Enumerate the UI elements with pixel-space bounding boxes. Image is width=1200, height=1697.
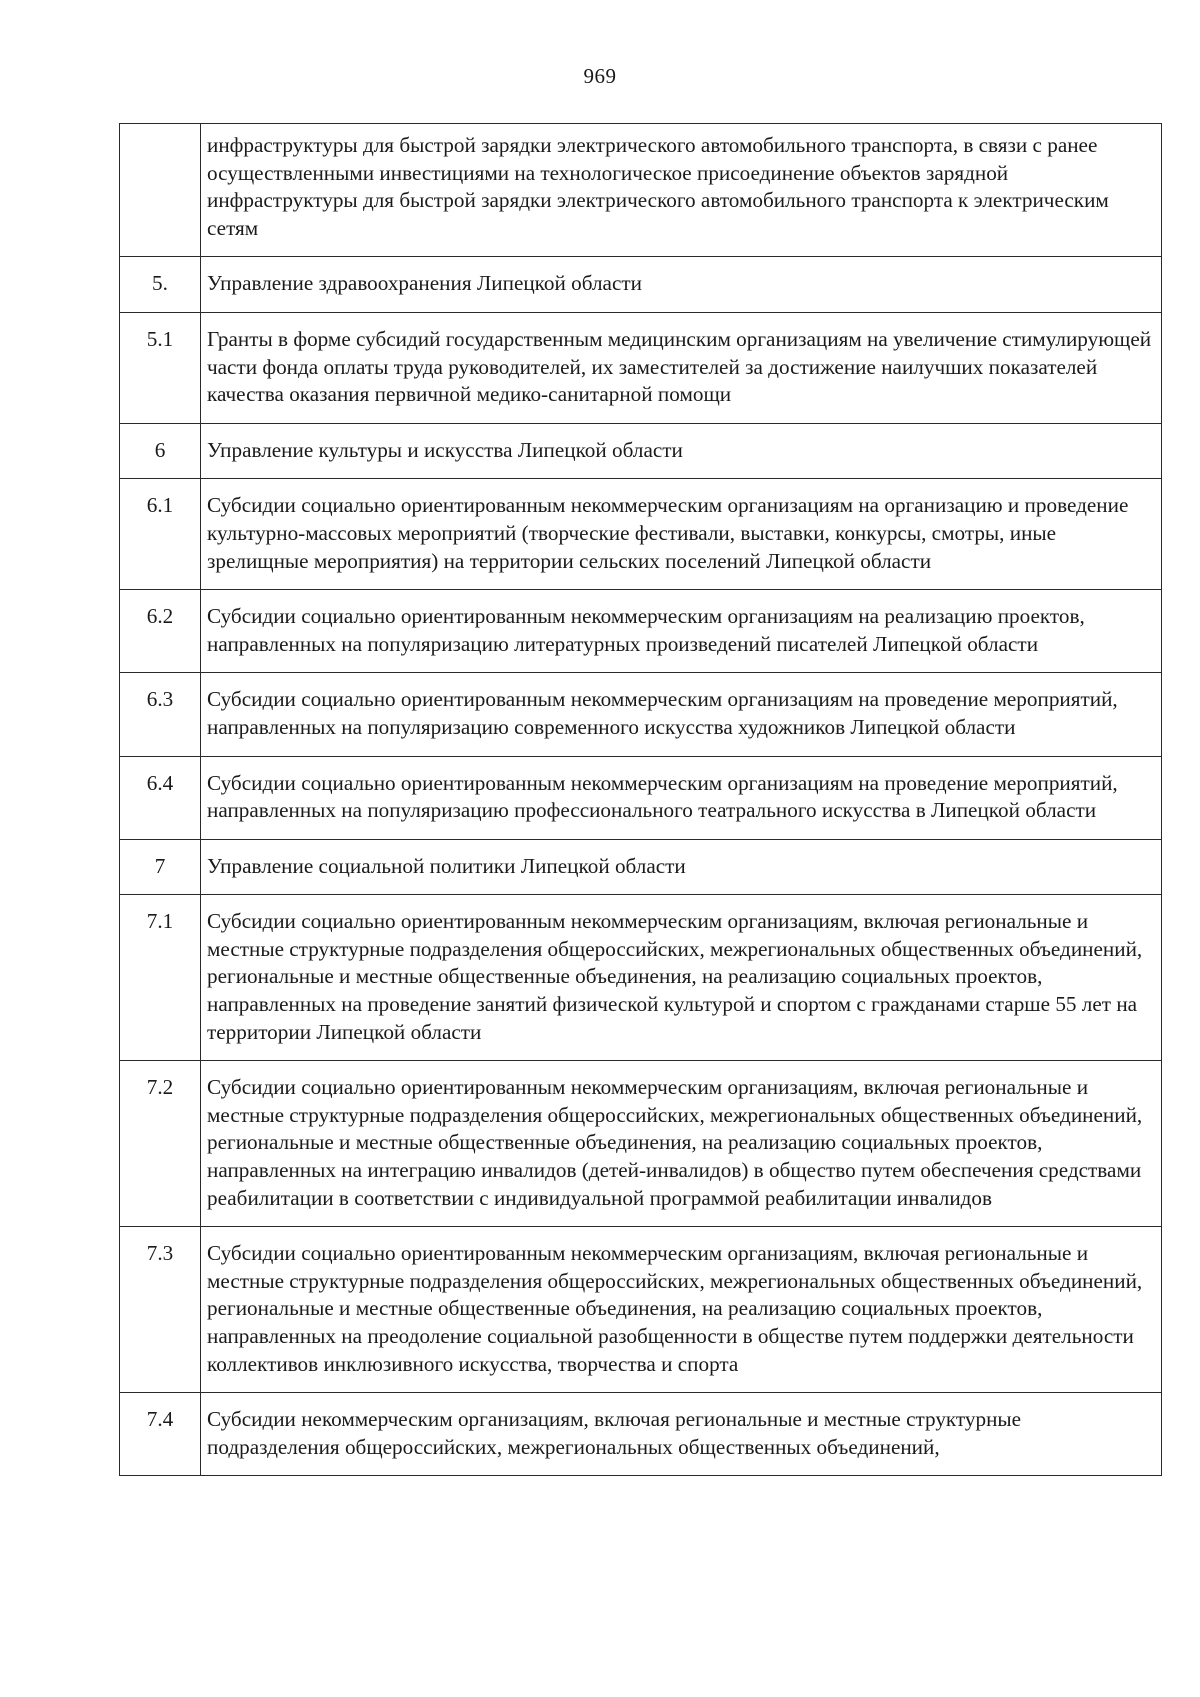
row-text: Субсидии социально ориентированным некоммерческим организациям на проведение мероприятий, направленных на популяризацию современного искусства художников Липецкой области — [201, 673, 1162, 756]
row-number: 7.4 — [120, 1393, 201, 1476]
table-row — [120, 839, 1162, 895]
row-text: Управление культуры и искусства Липецкой области — [201, 423, 1162, 479]
row-text: Управление социальной политики Липецкой области — [201, 839, 1162, 895]
row-text: Управление здравоохранения Липецкой области — [201, 257, 1162, 313]
table-row — [120, 423, 1162, 479]
row-number: 6.4 — [120, 756, 201, 839]
row-number: 5. — [120, 257, 201, 313]
page-number: 969 — [583, 64, 617, 88]
row-text: инфраструктуры для быстрой зарядки электрического автомобильного транспорта, в связи с ранее осуществленными инвестициями на технологическое присоединение объектов зарядной инфраструктуры для быстрой зарядки электрического автомобильного транспорта к электрическим сетям — [201, 124, 1162, 257]
table-row — [120, 756, 1162, 839]
row-number — [120, 124, 201, 257]
table-row — [120, 124, 1162, 257]
row-text: Субсидии социально ориентированным некоммерческим организациям, включая региональные и местные структурные подразделения общероссийских, межрегиональных общественных объединений, региональные и местные общественные объединения, на реализацию социальных проектов, направленных на интеграцию инвалидов (детей-инвалидов) в общество путем обеспечения средствами реабилитации в соответствии с индивидуальной программой реабилитации инвалидов — [201, 1061, 1162, 1227]
row-text: Гранты в форме субсидий государственным медицинским организациям на увеличение стимулирующей части фонда оплаты труда руководителей, их заместителей за достижение наилучших показателей качества оказания первичной медико-санитарной помощи — [201, 312, 1162, 423]
table-row — [120, 312, 1162, 423]
row-number: 7.3 — [120, 1227, 201, 1393]
row-number: 7 — [120, 839, 201, 895]
table-row — [120, 1061, 1162, 1227]
row-number: 6 — [120, 423, 201, 479]
row-number: 5.1 — [120, 312, 201, 423]
table-row — [120, 1227, 1162, 1393]
row-text: Субсидии социально ориентированным некоммерческим организациям на проведение мероприятий, направленных на популяризацию профессионального театрального искусства в Липецкой области — [201, 756, 1162, 839]
row-number: 7.1 — [120, 895, 201, 1061]
table-row — [120, 673, 1162, 756]
row-text: Субсидии некоммерческим организациям, включая региональные и местные структурные подразделения общероссийских, межрегиональных общественных объединений, — [201, 1393, 1162, 1476]
table-row — [120, 257, 1162, 313]
row-number: 6.2 — [120, 590, 201, 673]
row-text: Субсидии социально ориентированным некоммерческим организациям на реализацию проектов, направленных на популяризацию литературных произведений писателей Липецкой области — [201, 590, 1162, 673]
table-row — [120, 590, 1162, 673]
row-text: Субсидии социально ориентированным некоммерческим организациям, включая региональные и местные структурные подразделения общероссийских, межрегиональных общественных объединений, региональные и местные общественные объединения, на реализацию социальных проектов, направленных на проведение занятий физической культурой и спортом с гражданами старше 55 лет на территории Липецкой области — [201, 895, 1162, 1061]
row-text: Субсидии социально ориентированным некоммерческим организациям на организацию и проведение культурно-массовых мероприятий (творческие фестивали, выставки, конкурсы, смотры, иные зрелищные мероприятия) на территории сельских поселений Липецкой области — [201, 479, 1162, 590]
table-row — [120, 1393, 1162, 1476]
row-number: 7.2 — [120, 1061, 201, 1227]
row-text: Субсидии социально ориентированным некоммерческим организациям, включая региональные и местные структурные подразделения общероссийских, межрегиональных общественных объединений, региональные и местные общественные объединения, на реализацию социальных проектов, направленных на преодоление социальной разобщенности в обществе путем поддержки деятельности коллективов инклюзивного искусства, творчества и спорта — [201, 1227, 1162, 1393]
subsidies-table — [119, 123, 1162, 1476]
row-number: 6.3 — [120, 673, 201, 756]
table-row — [120, 895, 1162, 1061]
table-row — [120, 479, 1162, 590]
row-number: 6.1 — [120, 479, 201, 590]
